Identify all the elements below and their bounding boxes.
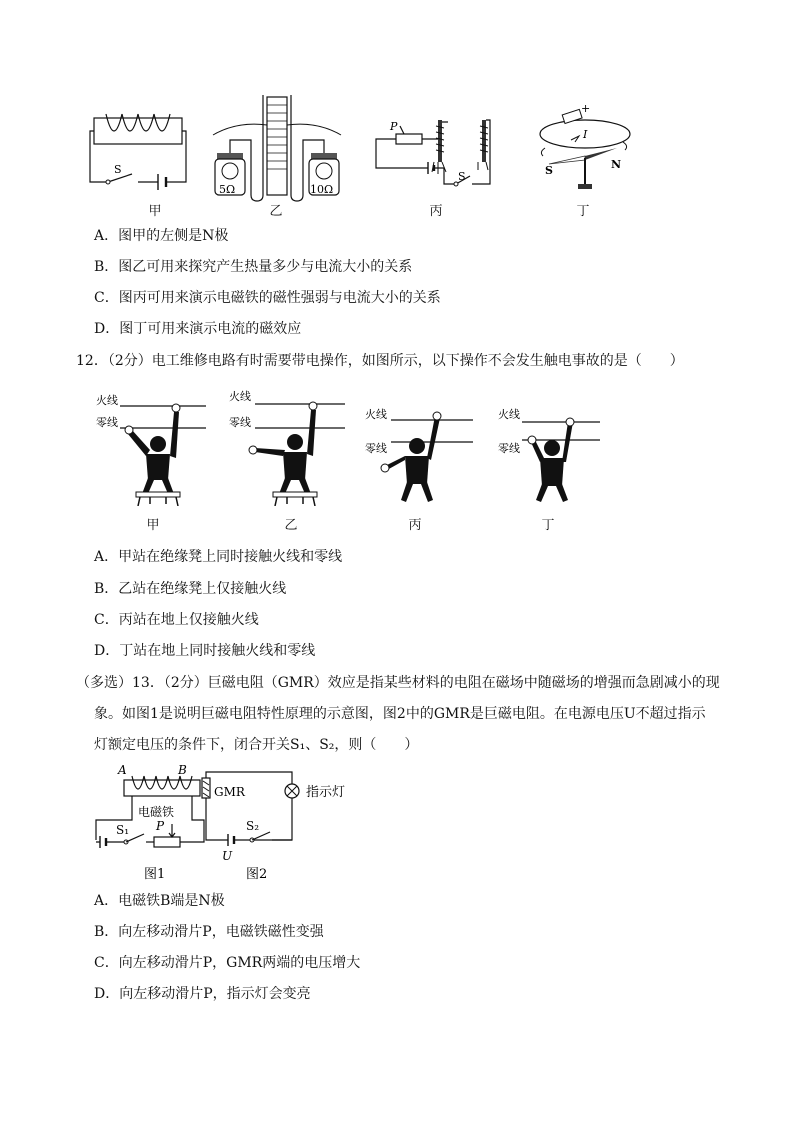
figure-q12-ding — [498, 400, 602, 508]
neutral-wire-label: 零线 — [498, 442, 520, 455]
q13-option-d: D．向左移动滑片P，指示灯会变亮 — [94, 986, 311, 1002]
q13-stem-line-2: 象。如图1是说明巨磁电阻特性原理的示意图，图2中的GMR是巨磁电阻。在电源电压U不超过指示 — [94, 706, 706, 722]
q12-stem: 12．（2分）电工维修电路有时需要带电操作，如图所示，以下操作不会发生触电事故的是（ ） — [76, 353, 684, 369]
figure-label-bing: 丙 — [429, 204, 443, 219]
neutral-wire-label: 零线 — [365, 442, 387, 455]
live-wire-label: 火线 — [96, 394, 118, 407]
switch-s2-label: S₂ — [246, 819, 260, 833]
q12-option-a: A．甲站在绝缘凳上同时接触火线和零线 — [94, 549, 343, 565]
live-wire-label: 火线 — [229, 390, 251, 403]
end-a-label: A — [118, 763, 127, 777]
indicator-lamp-label: 指示灯 — [306, 785, 346, 800]
figure-q13-gmr-circuit — [92, 760, 352, 884]
live-wire-label: 火线 — [498, 408, 520, 421]
pole-n-label: N — [611, 158, 622, 171]
battery-plus-label: + — [581, 102, 591, 115]
figure-q12-jia — [96, 388, 208, 506]
figure-label-yi: 乙 — [269, 204, 283, 219]
figure-label-jia: 甲 — [148, 204, 162, 219]
resistor-10-label: 10Ω — [310, 183, 334, 196]
figure-label-q12-bing: 丙 — [408, 518, 422, 533]
figure-label-q12-yi: 乙 — [284, 518, 298, 533]
switch-label: S — [458, 170, 466, 183]
figure-yi-heating-apparatus — [207, 95, 347, 205]
switch-s1-label: S₁ — [116, 823, 130, 837]
figure-ding-oersted — [535, 100, 635, 200]
figure-q12-bing — [365, 400, 475, 508]
slider-p-label: P — [156, 819, 165, 833]
end-b-label: B — [178, 763, 187, 777]
neutral-wire-label: 零线 — [96, 416, 118, 429]
resistor-5-label: 5Ω — [219, 183, 236, 196]
figure-1-label: 图1 — [144, 867, 166, 882]
q12-option-b: B．乙站在绝缘凳上仅接触火线 — [94, 581, 287, 597]
q12-option-d: D．丁站在地上同时接触火线和零线 — [94, 643, 316, 659]
q13-option-b: B．向左移动滑片P，电磁铁磁性变强 — [94, 924, 324, 940]
switch-label: S — [114, 163, 122, 176]
figure-label-q12-jia: 甲 — [146, 518, 160, 533]
figure-label-q12-ding: 丁 — [541, 518, 555, 533]
q11-option-c: C．图丙可用来演示电磁铁的磁性强弱与电流大小的关系 — [94, 290, 441, 306]
gmr-label: GMR — [214, 785, 245, 799]
q11-option-b: B．图乙可用来探究产生热量多少与电流大小的关系 — [94, 259, 413, 275]
voltage-u-label: U — [222, 849, 233, 863]
current-label: I — [583, 128, 588, 141]
q11-option-a: A．图甲的左侧是N极 — [94, 228, 229, 244]
slider-p-label: P — [390, 120, 398, 133]
neutral-wire-label: 零线 — [229, 416, 251, 429]
q13-option-c: C．向左移动滑片P，GMR两端的电压增大 — [94, 955, 361, 971]
electromagnet-label: 电磁铁 — [138, 805, 175, 819]
pole-s-label: S — [545, 164, 553, 177]
live-wire-label: 火线 — [365, 408, 387, 421]
q11-option-d: D．图丁可用来演示电流的磁效应 — [94, 321, 302, 337]
figure-jia-electromagnet — [88, 110, 198, 195]
figure-label-ding: 丁 — [576, 204, 590, 219]
q12-option-c: C．丙站在地上仅接触火线 — [94, 612, 259, 628]
q13-stem-line-3: 灯额定电压的条件下，闭合开关S₁、S₂，则（ ） — [94, 737, 419, 753]
figure-2-label: 图2 — [246, 867, 268, 882]
q13-option-a: A．电磁铁B端是N极 — [94, 893, 225, 909]
figure-bing-electromagnet-nails — [372, 112, 500, 197]
figure-q12-yi — [229, 388, 347, 506]
q13-stem-line-1: （多选）13．（2分）巨磁电阻（GMR）效应是指某些材料的电阻在磁场中随磁场的增强而急剧减小的现 — [76, 675, 720, 691]
